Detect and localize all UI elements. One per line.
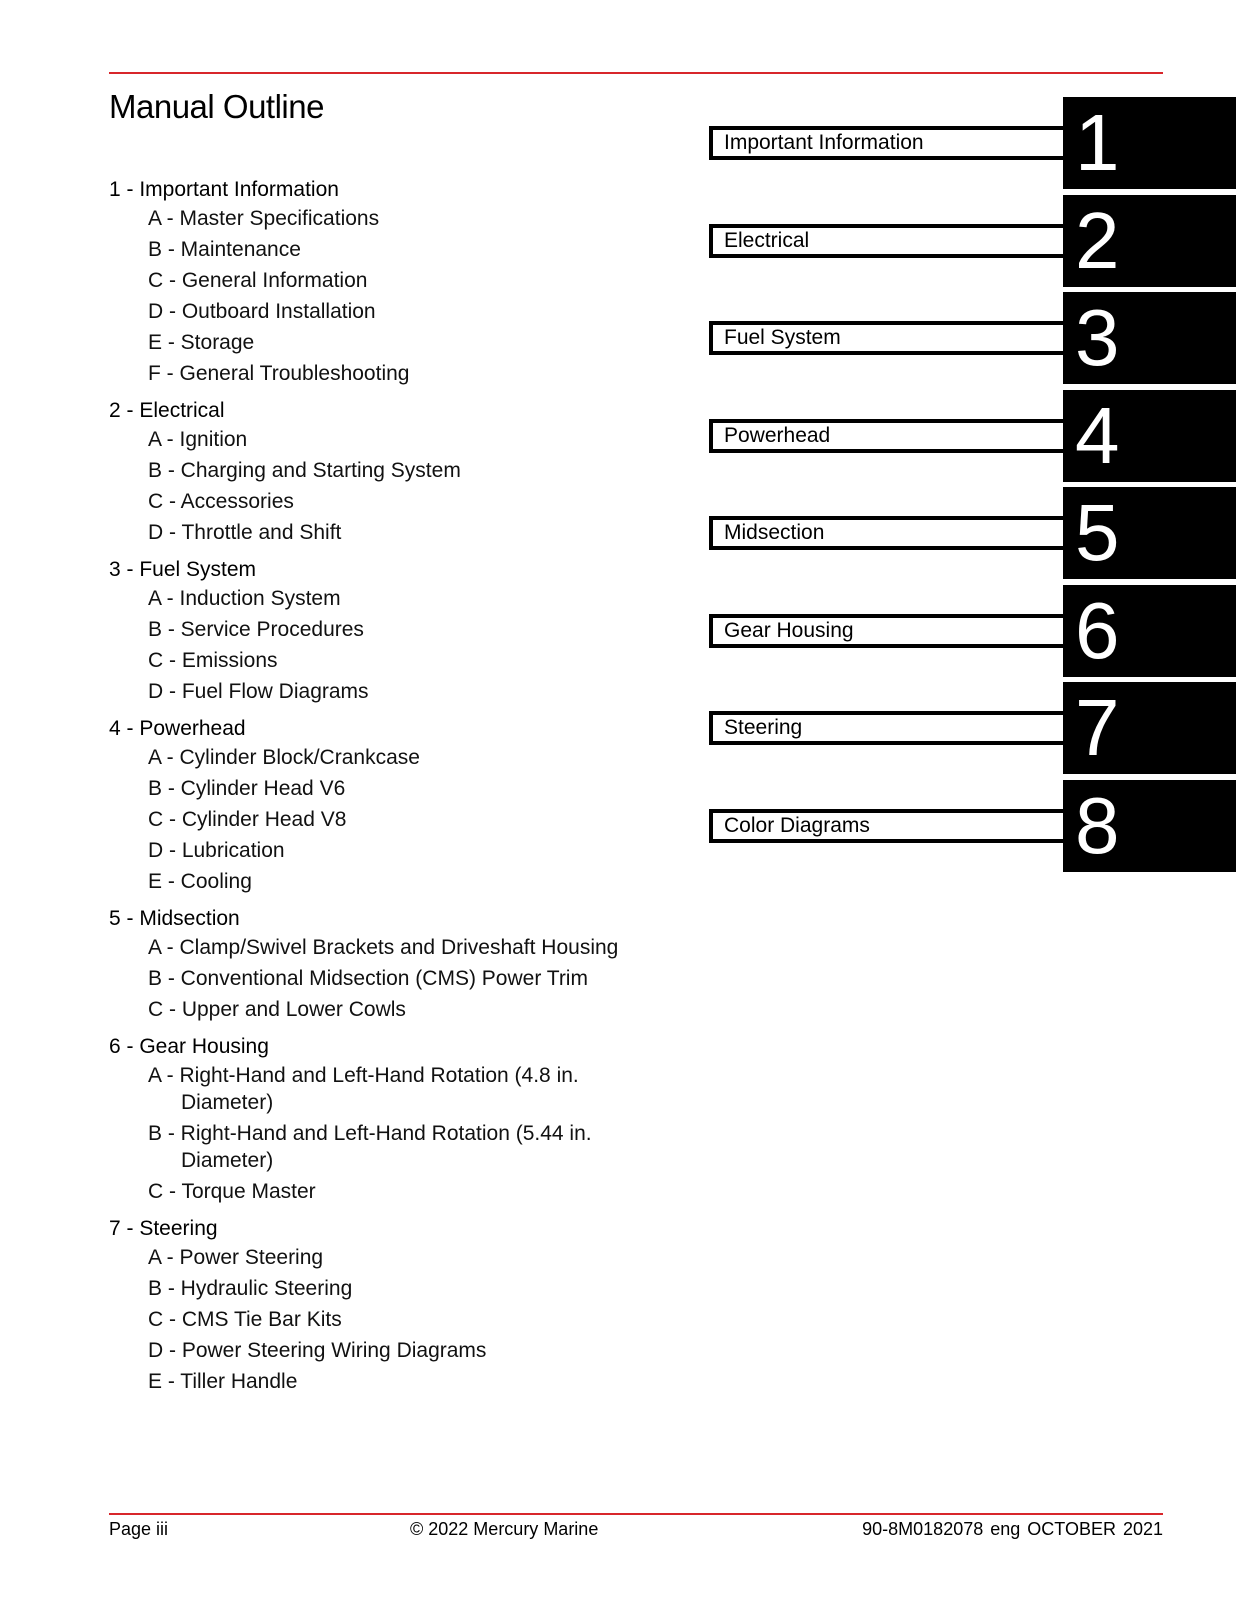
footer-document-info: 90-8M0182078 eng OCTOBER 2021	[862, 1519, 1163, 1539]
outline-subsection-item[interactable]: A - Clamp/Swivel Brackets and Driveshaft Housing	[148, 936, 619, 959]
section-tab-label[interactable]: Fuel System	[709, 321, 1063, 355]
section-tab-number[interactable]: 4	[1063, 390, 1236, 482]
outline-subsection-item[interactable]: B - Conventional Midsection (CMS) Power Trim	[148, 967, 588, 990]
footer-copyright: © 2022 Mercury Marine	[410, 1519, 599, 1539]
outline-section	[109, 1032, 669, 1205]
section-tab-number[interactable]: 8	[1063, 780, 1236, 872]
outline-subsection-item[interactable]: B - Cylinder Head V6	[148, 777, 346, 800]
outline-subsection-item[interactable]: D - Fuel Flow Diagrams	[148, 680, 369, 703]
outline-section-title[interactable]: 6 - Gear Housing	[109, 1035, 269, 1058]
outline-subsection-item[interactable]: A - Master Specifications	[148, 207, 380, 230]
outline-subsection-item[interactable]: A - Right-Hand and Left-Hand Rotation (4.8 in. Diameter)	[148, 1064, 579, 1114]
section-tab-number[interactable]: 5	[1063, 487, 1236, 579]
outline-subsection-item[interactable]: F - General Troubleshooting	[148, 362, 410, 385]
outline-subsection-item[interactable]: B - Charging and Starting System	[148, 459, 461, 482]
section-tab[interactable]	[0, 97, 1236, 194]
section-tab-label[interactable]: Steering	[709, 711, 1063, 745]
outline-subsection-item[interactable]: C - Torque Master	[148, 1180, 316, 1203]
outline-subsection-item[interactable]: D - Power Steering Wiring Diagrams	[148, 1339, 487, 1362]
outline-subsection-item[interactable]: A - Cylinder Block/Crankcase	[148, 746, 420, 769]
section-tab[interactable]	[0, 585, 1236, 682]
section-tab[interactable]	[0, 292, 1236, 389]
outline-subsection-item[interactable]: B - Maintenance	[148, 238, 301, 261]
outline-subsection-item[interactable]: C - Upper and Lower Cowls	[148, 998, 406, 1021]
header-rule	[109, 72, 1163, 74]
outline-subsection-item[interactable]: D - Throttle and Shift	[148, 521, 342, 544]
outline-subsection-item[interactable]: C - Accessories	[148, 490, 294, 513]
section-tab-label[interactable]: Midsection	[709, 516, 1063, 550]
section-tab-number[interactable]: 2	[1063, 195, 1236, 287]
section-tab-number[interactable]: 3	[1063, 292, 1236, 384]
section-tab[interactable]	[0, 390, 1236, 487]
footer-rule	[109, 1513, 1163, 1515]
outline-section-title[interactable]: 4 - Powerhead	[109, 717, 246, 740]
outline-section-title[interactable]: 3 - Fuel System	[109, 558, 257, 581]
section-tab-label[interactable]: Color Diagrams	[709, 809, 1063, 843]
outline-section-title[interactable]: 5 - Midsection	[109, 907, 240, 930]
outline-subsection-item[interactable]: E - Cooling	[148, 870, 252, 893]
outline-subsection-item[interactable]: D - Outboard Installation	[148, 300, 376, 323]
section-tab[interactable]	[0, 780, 1236, 877]
section-tab-label[interactable]: Important Information	[709, 126, 1063, 160]
outline-subsection-item[interactable]: B - Right-Hand and Left-Hand Rotation (5.44 in. Diameter)	[148, 1122, 592, 1172]
outline-section-title[interactable]: 7 - Steering	[109, 1217, 218, 1240]
section-tab[interactable]	[0, 487, 1236, 584]
footer-page-number: Page iii	[109, 1519, 169, 1539]
section-tab-label[interactable]: Electrical	[709, 224, 1063, 258]
section-tab-number[interactable]: 6	[1063, 585, 1236, 677]
outline-subsection-item[interactable]: E - Storage	[148, 331, 255, 354]
outline-section-title[interactable]: 1 - Important Information	[109, 178, 339, 201]
outline-subsection-item[interactable]: C - Emissions	[148, 649, 278, 672]
outline-subsection-item[interactable]: B - Hydraulic Steering	[148, 1277, 353, 1300]
outline-subsection-item[interactable]: C - CMS Tie Bar Kits	[148, 1308, 342, 1331]
section-tab-number[interactable]: 1	[1063, 97, 1236, 189]
outline-subsection-item[interactable]: A - Ignition	[148, 428, 248, 451]
outline-section-title[interactable]: 2 - Electrical	[109, 399, 225, 422]
section-tab-number[interactable]: 7	[1063, 682, 1236, 774]
outline-subsection-item[interactable]: A - Power Steering	[148, 1246, 324, 1269]
section-tab-label[interactable]: Powerhead	[709, 419, 1063, 453]
outline-section	[109, 904, 669, 1023]
outline-subsection-item[interactable]: B - Service Procedures	[148, 618, 364, 641]
section-tab-label[interactable]: Gear Housing	[709, 614, 1063, 648]
page-title: Manual Outline	[109, 88, 324, 125]
outline-section	[109, 1214, 669, 1395]
section-tab[interactable]	[0, 195, 1236, 292]
outline-subsection-item[interactable]: A - Induction System	[148, 587, 341, 610]
outline-subsection-item[interactable]: D - Lubrication	[148, 839, 285, 862]
section-tab[interactable]	[0, 682, 1236, 779]
outline-subsection-item[interactable]: E - Tiller Handle	[148, 1370, 298, 1393]
outline-subsection-item[interactable]: C - General Information	[148, 269, 368, 292]
outline-subsection-item[interactable]: C - Cylinder Head V8	[148, 808, 347, 831]
